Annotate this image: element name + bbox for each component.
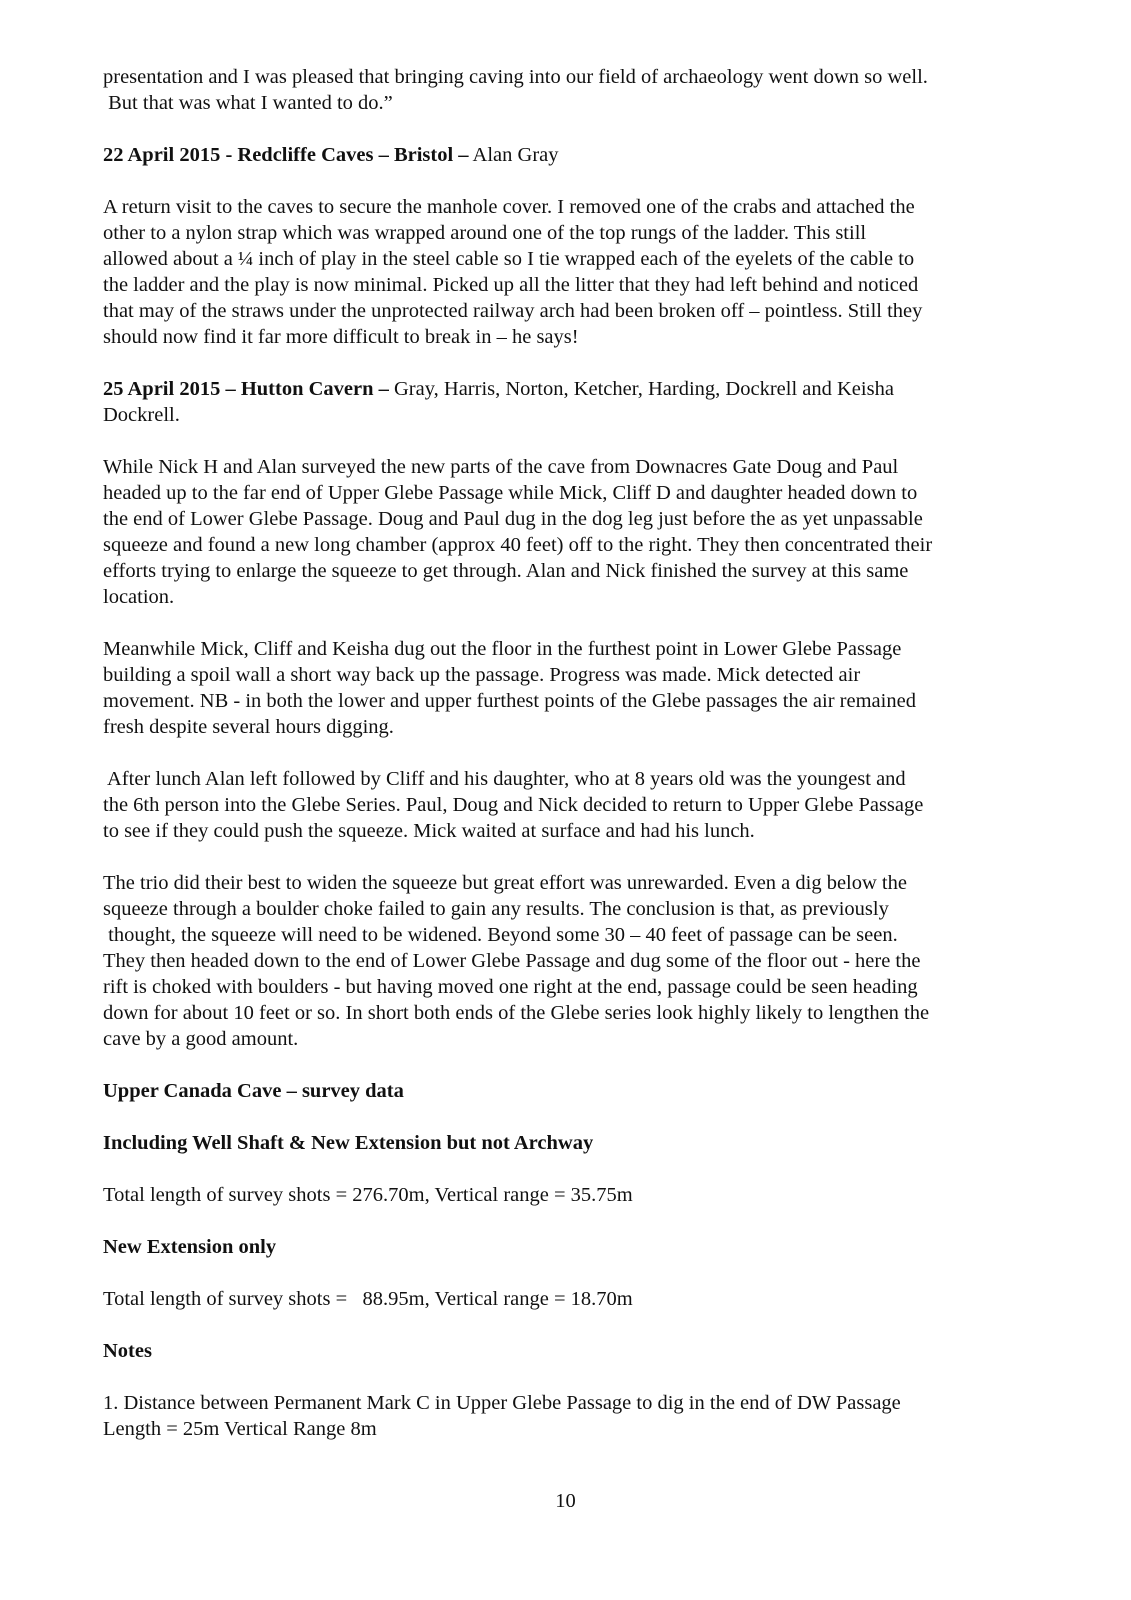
text-line: should now find it far more difficult to break in – he says! — [103, 326, 579, 348]
text-line: allowed about a ¼ inch of play in the steel cable so I tie wrapped each of the eyelets of the cable to — [103, 248, 915, 270]
entry-heading-names: Alan Gray — [468, 144, 559, 166]
text-line: rift is choked with boulders - but having moved one right at the end, passage could be seen heading — [103, 976, 918, 998]
text-line: The trio did their best to widen the squeeze but great effort was unrewarded. Even a dig below the — [103, 872, 907, 894]
survey-subheading-extension: New Extension only — [103, 1236, 277, 1258]
entry-heading-bold: 22 April 2015 - Redcliffe Caves – Bristol – — [103, 144, 469, 166]
text-line: cave by a good amount. — [103, 1028, 299, 1050]
entry-paragraph — [103, 194, 1038, 350]
text-line: the ladder and the play is now minimal. Picked up all the litter that they had left behind and noticed — [103, 274, 919, 296]
text-line: While Nick H and Alan surveyed the new parts of the cave from Downacres Gate Doug and Paul — [103, 456, 899, 478]
text-line: that may of the straws under the unprotected railway arch had been broken off – pointless. Still they — [103, 300, 923, 322]
text-line: other to a nylon strap which was wrapped around one of the top rungs of the ladder. This still — [103, 222, 867, 244]
survey-line-extension: Total length of survey shots = 88.95m, Vertical range = 18.70m — [103, 1288, 633, 1310]
entry-heading-names-continued: Dockrell. — [103, 404, 180, 426]
text-line: efforts trying to enlarge the squeeze to get through. Alan and Nick finished the survey at this same — [103, 560, 909, 582]
text-line: fresh despite several hours digging. — [103, 716, 394, 738]
text-line: They then headed down to the end of Lower Glebe Passage and dug some of the floor out - here the — [103, 950, 921, 972]
note-item — [103, 1390, 1038, 1442]
entry-paragraph — [103, 454, 1038, 610]
text-line: building a spoil wall a short way back up the passage. Progress was made. Mick detected air — [103, 664, 861, 686]
entry-heading-hutton — [103, 376, 1038, 428]
text-line: A return visit to the caves to secure the manhole cover. I removed one of the crabs and attached the — [103, 196, 915, 218]
text-line: But that was what I wanted to do.” — [103, 92, 393, 114]
text-line: 1. Distance between Permanent Mark C in Upper Glebe Passage to dig in the end of DW Passage — [103, 1392, 901, 1414]
text-line: headed up to the far end of Upper Glebe Passage while Mick, Cliff D and daughter headed down to — [103, 482, 918, 504]
survey-subheading-full: Including Well Shaft & New Extension but not Archway — [103, 1132, 594, 1154]
text-line: Length = 25m Vertical Range 8m — [103, 1418, 377, 1440]
page-content — [103, 64, 1038, 1468]
text-line: to see if they could push the squeeze. Mick waited at surface and had his lunch. — [103, 820, 755, 842]
entry-heading-bold: 25 April 2015 – Hutton Cavern – — [103, 378, 389, 400]
page-number: 10 — [555, 1490, 576, 1512]
text-line: squeeze through a boulder choke failed to gain any results. The conclusion is that, as previously — [103, 898, 889, 920]
entry-heading-redcliffe — [103, 142, 1038, 168]
text-line: After lunch Alan left followed by Cliff and his daughter, who at 8 years old was the youngest and — [103, 768, 906, 790]
entry-paragraph — [103, 870, 1038, 1052]
entry-paragraph — [103, 636, 1038, 740]
survey-heading: Upper Canada Cave – survey data — [103, 1080, 404, 1102]
text-line: presentation and I was pleased that bringing caving into our field of archaeology went down so well. — [103, 66, 928, 88]
text-line: movement. NB - in both the lower and upper furthest points of the Glebe passages the air remained — [103, 690, 916, 712]
entry-heading-names: Gray, Harris, Norton, Ketcher, Harding, Dockrell and Keisha — [388, 378, 894, 400]
notes-heading: Notes — [103, 1340, 152, 1362]
text-line: the 6th person into the Glebe Series. Paul, Doug and Nick decided to return to Upper Glebe Passage — [103, 794, 924, 816]
survey-line-full: Total length of survey shots = 276.70m, Vertical range = 35.75m — [103, 1184, 633, 1206]
text-line: location. — [103, 586, 175, 608]
continuation-paragraph — [103, 64, 1038, 116]
entry-paragraph — [103, 766, 1038, 844]
text-line: squeeze and found a new long chamber (approx 40 feet) off to the right. They then concentrated their — [103, 534, 933, 556]
text-line: down for about 10 feet or so. In short both ends of the Glebe series look highly likely to lengthen the — [103, 1002, 930, 1024]
text-line: the end of Lower Glebe Passage. Doug and Paul dug in the dog leg just before the as yet unpassable — [103, 508, 923, 530]
text-line: Meanwhile Mick, Cliff and Keisha dug out the floor in the furthest point in Lower Glebe Passage — [103, 638, 902, 660]
text-line: thought, the squeeze will need to be widened. Beyond some 30 – 40 feet of passage can be seen. — [103, 924, 898, 946]
